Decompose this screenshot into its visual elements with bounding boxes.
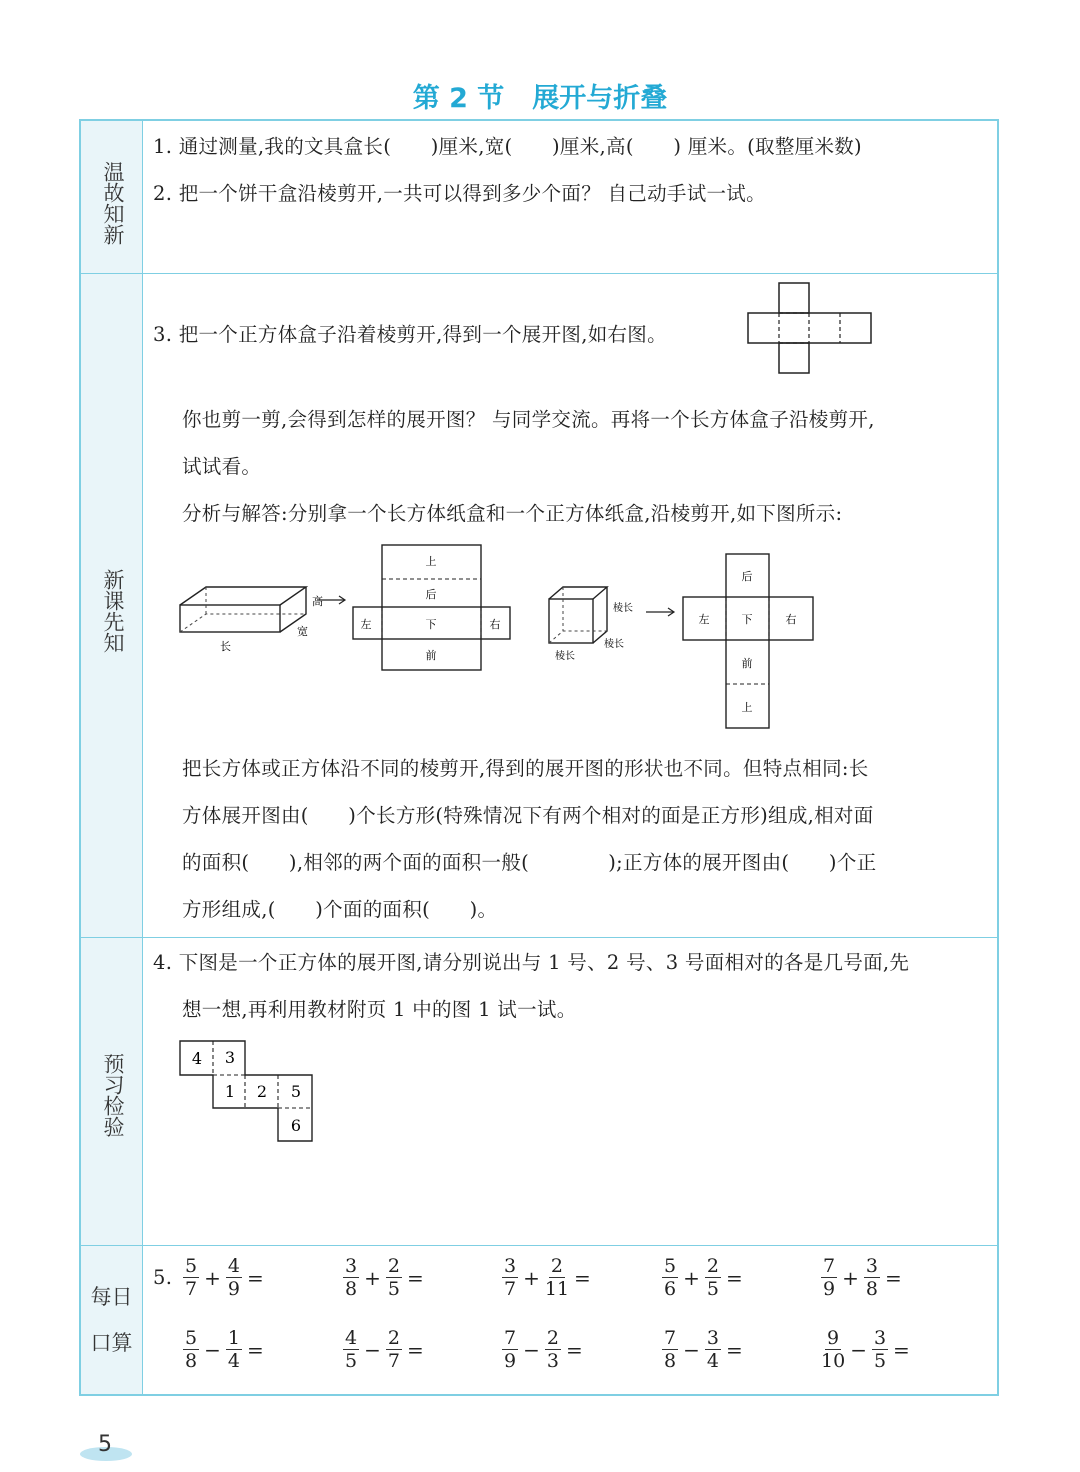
fraction-problem <box>659 1327 745 1372</box>
numerator: 3 <box>345 1255 358 1277</box>
fraction-a <box>821 1255 837 1300</box>
face-number: 5 <box>290 1082 302 1101</box>
equals-sign: = <box>725 1265 743 1290</box>
denominator: 9 <box>227 1278 240 1300</box>
question-5-label: 5. <box>153 1266 173 1289</box>
fraction-a <box>821 1327 845 1372</box>
fraction-problem <box>499 1255 593 1300</box>
fraction-a <box>343 1255 359 1300</box>
fraction-a <box>183 1327 199 1372</box>
fraction-b <box>872 1327 888 1372</box>
face-number: 1 <box>224 1082 236 1101</box>
fraction-problem <box>818 1255 904 1300</box>
cube-net-front: 前 <box>741 657 753 670</box>
numerator: 3 <box>706 1327 719 1349</box>
section-number: 第 2 节 <box>412 83 505 114</box>
divider <box>81 937 997 938</box>
fraction-problem <box>180 1255 266 1300</box>
fraction-problem <box>499 1327 585 1372</box>
denominator: 5 <box>387 1278 400 1300</box>
cube-edge-label: 棱长 <box>555 651 575 662</box>
conclusion-line-3: 的面积( ),相邻的两个面的面积一般( );正方体的展开图由( )个正 <box>182 851 877 874</box>
numerator: 5 <box>185 1327 198 1349</box>
page-title <box>0 76 1080 115</box>
cuboid-width-label: 宽 <box>297 625 308 638</box>
numerator: 2 <box>550 1255 563 1277</box>
cuboid-3d-figure <box>176 583 336 658</box>
section-label-new-lesson: 新课先知 <box>101 569 125 653</box>
cube-edge-label: 棱长 <box>613 603 633 614</box>
numerator: 3 <box>504 1255 517 1277</box>
divider <box>81 273 997 274</box>
denominator: 11 <box>544 1278 570 1300</box>
cuboid-net-front: 前 <box>425 649 437 662</box>
numerator: 4 <box>345 1327 358 1349</box>
cuboid-net-left: 左 <box>360 618 372 631</box>
cube-net-right: 右 <box>785 613 797 626</box>
cube-net-cross-figure <box>747 282 873 375</box>
page-number: 5 <box>98 1432 112 1457</box>
equals-sign: = <box>246 1265 264 1290</box>
section-label-preview: 预习检验 <box>101 1053 125 1137</box>
equals-sign: = <box>565 1337 583 1362</box>
denominator: 7 <box>504 1278 517 1300</box>
section-label-review: 温故知新 <box>101 161 125 245</box>
cube-net-bottom: 下 <box>741 613 753 626</box>
fraction-b <box>705 1255 721 1300</box>
question-2: 2. 把一个饼干盒沿棱剪开,一共可以得到多少个面？ 自己动手试一试。 <box>153 182 766 205</box>
divider <box>81 1245 997 1246</box>
denominator: 8 <box>664 1350 677 1372</box>
cuboid-length-label: 长 <box>220 640 231 653</box>
denominator: 8 <box>185 1350 198 1372</box>
numerator: 7 <box>664 1327 677 1349</box>
numerator: 3 <box>865 1255 878 1277</box>
fraction-problem <box>340 1327 426 1372</box>
denominator: 10 <box>821 1350 846 1372</box>
conclusion-line-1: 把长方体或正方体沿不同的棱剪开,得到的展开图的形状也不同。但特点相同:长 <box>182 757 869 780</box>
cube-net-back: 后 <box>741 570 753 583</box>
face-number: 3 <box>224 1048 236 1067</box>
numerator: 5 <box>664 1255 677 1277</box>
fraction-a <box>502 1255 518 1300</box>
numerator: 9 <box>827 1327 840 1349</box>
question-3-paragraph-line-1: 你也剪一剪,会得到怎样的展开图？ 与同学交流。再将一个长方体盒子沿棱剪开, <box>182 408 875 431</box>
fraction-b <box>386 1255 402 1300</box>
cuboid-height-label: 高 <box>312 595 323 608</box>
operator: + <box>364 1265 381 1290</box>
numerator: 5 <box>185 1255 198 1277</box>
section-title: 展开与折叠 <box>532 83 668 114</box>
fraction-a <box>662 1327 678 1372</box>
numerator: 2 <box>387 1327 400 1349</box>
fraction-b <box>545 1255 569 1300</box>
operator: − <box>683 1337 700 1362</box>
face-number: 4 <box>191 1049 203 1068</box>
denominator: 9 <box>504 1350 517 1372</box>
cuboid-net-figure <box>352 544 512 672</box>
cube-3d-figure <box>545 583 645 665</box>
numerator: 1 <box>227 1327 240 1349</box>
face-number: 6 <box>290 1116 302 1135</box>
fraction-b <box>705 1327 721 1372</box>
fraction-b <box>226 1255 242 1300</box>
fraction-b <box>226 1327 242 1372</box>
cube-edge-label: 棱长 <box>604 639 624 650</box>
numerator: 2 <box>546 1327 559 1349</box>
fraction-problem <box>659 1255 745 1300</box>
equals-sign: = <box>406 1265 424 1290</box>
fraction-problem <box>340 1255 426 1300</box>
denominator: 9 <box>823 1278 836 1300</box>
denominator: 5 <box>873 1350 887 1372</box>
face-number: 2 <box>256 1082 268 1101</box>
numerator: 7 <box>504 1327 517 1349</box>
operator: − <box>364 1337 381 1362</box>
numerator: 4 <box>227 1255 240 1277</box>
section-label-mental-math: 口算 <box>90 1331 133 1355</box>
operator: + <box>523 1265 540 1290</box>
denominator: 7 <box>387 1350 400 1372</box>
numerator: 2 <box>387 1255 400 1277</box>
question-3: 3. 把一个正方体盒子沿着棱剪开,得到一个展开图,如右图。 <box>153 323 667 346</box>
operator: − <box>204 1337 221 1362</box>
fraction-b <box>386 1327 402 1372</box>
denominator: 6 <box>664 1278 677 1300</box>
fraction-b <box>545 1327 561 1372</box>
sidebar <box>81 121 143 1394</box>
denominator: 4 <box>227 1350 240 1372</box>
operator: − <box>523 1337 540 1362</box>
conclusion-line-4: 方形组成,( )个面的面积( )。 <box>182 898 498 921</box>
fraction-a <box>662 1255 678 1300</box>
equals-sign: = <box>246 1337 264 1362</box>
operator: + <box>683 1265 700 1290</box>
fraction-b <box>864 1255 880 1300</box>
denominator: 8 <box>345 1278 358 1300</box>
cuboid-net-bottom: 下 <box>425 618 437 631</box>
cube-net-top: 上 <box>741 701 753 714</box>
question-1: 1. 通过测量,我的文具盒长( )厘米,宽( )厘米,高( ) 厘米。(取整厘米数) <box>153 135 862 158</box>
cuboid-net-top: 上 <box>425 555 437 568</box>
operator: + <box>842 1265 859 1290</box>
numbered-cube-net-figure <box>179 1040 315 1144</box>
arrow-right-icon <box>645 604 679 620</box>
fraction-a <box>502 1327 518 1372</box>
fraction-a <box>183 1255 199 1300</box>
question-4-line-1: 4. 下图是一个正方体的展开图,请分别说出与 1 号、2 号、3 号面相对的各是几号面,先 <box>153 951 910 974</box>
equals-sign: = <box>725 1337 743 1362</box>
cube-net-figure <box>682 553 815 730</box>
fraction-a <box>343 1327 359 1372</box>
question-3-paragraph-line-2: 试试看。 <box>182 455 262 478</box>
operator: − <box>850 1337 867 1362</box>
equals-sign: = <box>574 1265 591 1290</box>
equals-sign: = <box>884 1265 902 1290</box>
question-3-analysis: 分析与解答:分别拿一个长方体纸盒和一个正方体纸盒,沿棱剪开,如下图所示: <box>182 502 843 525</box>
denominator: 7 <box>185 1278 198 1300</box>
section-label-daily: 每日 <box>90 1285 133 1309</box>
denominator: 5 <box>706 1278 719 1300</box>
equals-sign: = <box>406 1337 424 1362</box>
numerator: 3 <box>873 1327 887 1349</box>
fraction-problem <box>180 1327 266 1372</box>
cube-net-left: 左 <box>698 613 710 626</box>
arrow-right-icon <box>316 592 350 608</box>
question-4-line-2: 想一想,再利用教材附页 1 中的图 1 试一试。 <box>182 998 577 1021</box>
fraction-problem <box>818 1327 912 1372</box>
denominator: 4 <box>706 1350 719 1372</box>
denominator: 5 <box>345 1350 358 1372</box>
cuboid-net-back: 后 <box>425 588 437 601</box>
numerator: 7 <box>823 1255 836 1277</box>
conclusion-line-2: 方体展开图由( )个长方形(特殊情况下有两个相对的面是正方形)组成,相对面 <box>182 804 874 827</box>
equals-sign: = <box>893 1337 910 1362</box>
numerator: 2 <box>706 1255 719 1277</box>
cuboid-net-right: 右 <box>489 618 501 631</box>
denominator: 8 <box>865 1278 878 1300</box>
operator: + <box>204 1265 221 1290</box>
denominator: 3 <box>546 1350 559 1372</box>
